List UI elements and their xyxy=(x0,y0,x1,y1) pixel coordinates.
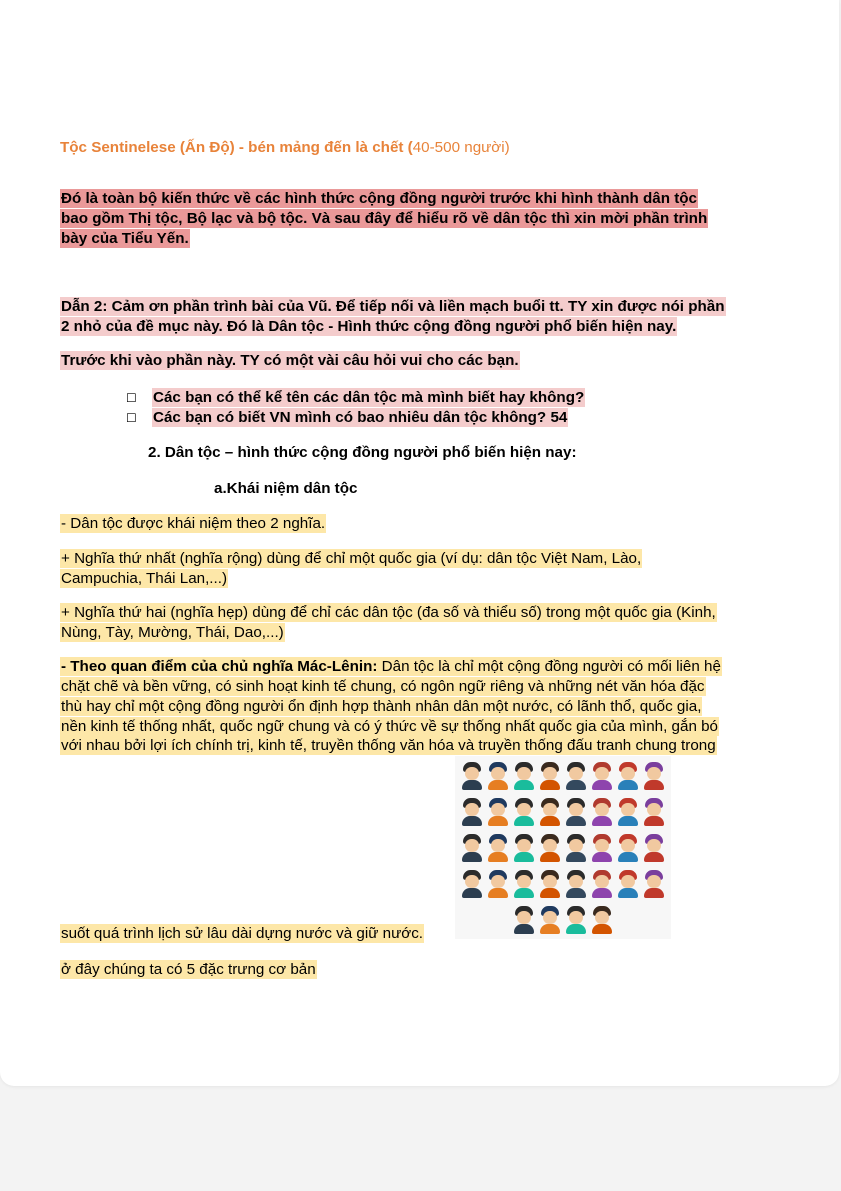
subsection-heading: a.Khái niệm dân tộc xyxy=(214,480,358,497)
ethnic-figure xyxy=(565,870,587,898)
marx-line6 xyxy=(60,924,424,944)
ethnic-figure xyxy=(487,834,509,862)
def-line1 xyxy=(60,514,326,534)
def2-text2: Campuchia, Thái Lan,...) xyxy=(61,570,228,587)
marx-text2: chặt chẽ và bền vững, có sinh hoạt kinh tế chung, có ngôn ngữ riêng và những nét văn hóa đặc xyxy=(61,678,705,695)
def3-text2: Nùng, Tày, Mường, Thái, Dao,...) xyxy=(61,624,284,641)
ethnic-figure xyxy=(513,870,535,898)
def3-text1: + Nghĩa thứ hai (nghĩa hẹp) dùng để chỉ các dân tộc (đa số và thiểu số) trong một quốc gia (Kinh, xyxy=(61,604,716,621)
ethnic-figure xyxy=(565,834,587,862)
ethnic-groups-image xyxy=(455,756,671,939)
ethnic-figure xyxy=(591,762,613,790)
ethnic-figure xyxy=(513,834,535,862)
ethnic-figure xyxy=(591,798,613,826)
closing-line xyxy=(60,960,317,980)
ethnic-figure xyxy=(461,834,483,862)
marx-line3 xyxy=(60,697,702,717)
question-2 xyxy=(152,408,568,428)
sentinelese-line xyxy=(60,138,510,158)
question-1 xyxy=(152,388,585,408)
marx-line1 xyxy=(60,657,722,677)
ethnic-figure xyxy=(539,762,561,790)
def-text1: - Dân tộc được khái niệm theo 2 nghĩa. xyxy=(61,515,326,532)
para3-text: Trước khi vào phần này. TY có một vài câu hỏi vui cho các bạn. xyxy=(61,352,519,369)
para1-text1: Đó là toàn bộ kiến thức về các hình thức cộng đồng người trước khi hình thành dân tộc xyxy=(61,190,697,207)
marx-line4 xyxy=(60,717,719,737)
ethnic-figure xyxy=(513,798,535,826)
ethnic-figure xyxy=(591,834,613,862)
ethnic-figure xyxy=(513,762,535,790)
ethnic-figure xyxy=(539,834,561,862)
ethnic-figure xyxy=(643,870,665,898)
para3-line xyxy=(60,351,520,371)
checkbox-2: ☐ xyxy=(126,411,137,425)
def3-line2 xyxy=(60,623,285,643)
def3-line1 xyxy=(60,603,717,623)
closing-text: ở đây chúng ta có 5 đặc trưng cơ bản xyxy=(61,961,316,978)
ethnic-figure xyxy=(487,762,509,790)
marx-text5: với nhau bởi lợi ích chính trị, kinh tế, truyền thống văn hóa và truyền thống đấu tranh chung trong xyxy=(61,737,716,754)
para1-text3: bày của Tiểu Yến. xyxy=(61,230,189,247)
ethnic-figure xyxy=(461,870,483,898)
marx-text3: thù hay chỉ một cộng đồng người ổn định hợp thành nhân dân một nước, có lãnh thổ, quốc gia, xyxy=(61,698,702,715)
def2-line1 xyxy=(60,549,642,569)
ethnic-figure xyxy=(487,798,509,826)
question-2-answer: 54 xyxy=(550,409,568,426)
marx-text6: suốt quá trình lịch sử lâu dài dựng nước và giữ nước. xyxy=(61,925,424,942)
ethnic-figure xyxy=(617,834,639,862)
para1-line1 xyxy=(60,189,698,209)
ethnic-figure xyxy=(513,906,535,934)
ethnic-figure xyxy=(539,798,561,826)
ethnic-figure xyxy=(591,906,613,934)
sentinelese-bold: Tộc Sentinelese (Ấn Độ) - bén mảng đến là chết ( xyxy=(60,139,413,156)
ethnic-figure xyxy=(487,870,509,898)
def2-text1: + Nghĩa thứ nhất (nghĩa rộng) dùng để chỉ một quốc gia (ví dụ: dân tộc Việt Nam, Lào, xyxy=(61,550,642,567)
section-heading: 2. Dân tộc – hình thức cộng đồng người phổ biến hiện nay: xyxy=(148,444,577,461)
marx-text1: Dân tộc là chỉ một cộng đồng người có mối liên hệ xyxy=(377,658,721,675)
para1-text2: bao gồm Thị tộc, Bộ lạc và bộ tộc. Và sau đây để hiểu rõ về dân tộc thì xin mời phần trình xyxy=(61,210,708,227)
marx-bold-lead: - Theo quan điểm của chủ nghĩa Mác-Lênin: xyxy=(61,658,378,675)
para2-line2 xyxy=(60,317,677,337)
ethnic-figure xyxy=(539,906,561,934)
para2-text2: 2 nhỏ của đề mục này. Đó là Dân tộc - Hình thức cộng đồng người phổ biến hiện nay. xyxy=(61,318,677,335)
para1-line3 xyxy=(60,229,190,249)
ethnic-figure xyxy=(461,762,483,790)
para2-line1 xyxy=(60,297,726,317)
ethnic-figure xyxy=(617,762,639,790)
marx-line2 xyxy=(60,677,706,697)
question-2-text: Các bạn có biết VN mình có bao nhiêu dân tộc không? xyxy=(153,409,547,426)
question-1-text: Các bạn có thể kể tên các dân tộc mà mình biết hay không? xyxy=(153,389,585,406)
ethnic-figure xyxy=(617,870,639,898)
ethnic-figure xyxy=(565,798,587,826)
ethnic-figure xyxy=(461,798,483,826)
ethnic-figure xyxy=(643,834,665,862)
ethnic-figure xyxy=(643,798,665,826)
para2-text1: Dẫn 2: Cảm ơn phần trình bài của Vũ. Để tiếp nối và liền mạch buổi tt. TY xin được nói phần xyxy=(61,298,725,315)
ethnic-figure xyxy=(591,870,613,898)
checkbox-1: ☐ xyxy=(126,391,137,405)
para1-line2 xyxy=(60,209,708,229)
ethnic-figure xyxy=(643,762,665,790)
sentinelese-count: 40-500 người) xyxy=(412,139,510,156)
ethnic-figure xyxy=(539,870,561,898)
ethnic-figure xyxy=(565,762,587,790)
marx-text4: nền kinh tế thống nhất, quốc ngữ chung và có ý thức về sự thống nhất quốc gia của mình, gắn bó xyxy=(61,718,719,735)
def2-line2 xyxy=(60,569,228,589)
ethnic-figure xyxy=(617,798,639,826)
ethnic-figure xyxy=(565,906,587,934)
marx-line5 xyxy=(60,736,717,756)
